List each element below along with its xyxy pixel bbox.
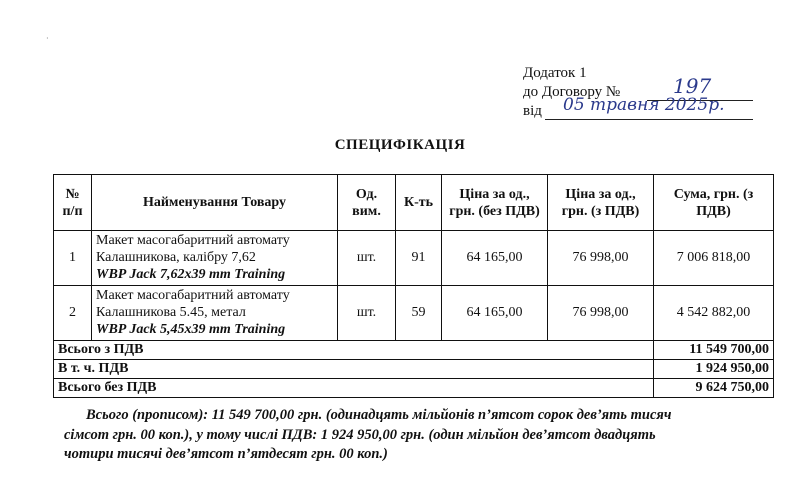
row-name-line1: Макет масогабаритний автомату [96,288,290,303]
row-name [92,286,338,341]
row-name-line2: Калашникова 5.45, метал [96,305,246,320]
total-row [54,360,774,379]
contract-number-handwritten: 197 [673,74,712,98]
row-no: 2 [54,286,92,341]
specification-table [53,174,774,398]
table-row [54,231,774,286]
amount-words-line3: чотири тисячі дев’ятсот п’ятдесят грн. 00 коп.) [64,446,388,462]
table-row [54,286,774,341]
header-name: Найменування Товару [92,175,338,231]
addendum-label: Додаток 1 [523,65,587,81]
row-sum: 4 542 882,00 [654,286,774,341]
row-unit: шт. [338,286,396,341]
total-row [54,341,774,360]
header-no: № п/п [54,175,92,231]
vat-label: В т. ч. ПДВ [54,360,654,379]
total-without-vat-label: Всього без ПДВ [54,379,654,398]
row-qty: 59 [396,286,442,341]
row-no: 1 [54,231,92,286]
table-header-row [54,175,774,231]
row-name [92,231,338,286]
date-handwritten: 05 травня 2025р. [563,95,725,115]
row-sum: 7 006 818,00 [654,231,774,286]
amount-words-line2: сімсот грн. 00 коп.), у тому числі ПДВ: 1 924 950,00 грн. (один мільйон дев’ятсот двадцять [64,426,656,443]
document-title: СПЕЦИФІКАЦІЯ [334,137,466,153]
row-price-vat: 76 998,00 [548,286,654,341]
vat-value: 1 924 950,00 [654,360,774,379]
row-price-vat: 76 998,00 [548,231,654,286]
row-name-line2: Калашникова, калібру 7,62 [96,250,256,265]
total-with-vat-value: 11 549 700,00 [654,341,774,360]
header-sum: Сума, грн. (з ПДВ) [654,175,774,231]
contract-label: до Договору № [523,84,621,100]
scan-specks: · [46,34,59,43]
header-price-novat: Ціна за од., грн. (без ПДВ) [442,175,548,231]
row-name-en: WBP Jack 7,62x39 mm Training [96,267,286,282]
row-unit: шт. [338,231,396,286]
total-row [54,379,774,398]
header-price-vat: Ціна за од., грн. (з ПДВ) [548,175,654,231]
header-unit: Од. вим. [338,175,396,231]
row-price-novat: 64 165,00 [442,286,548,341]
row-qty: 91 [396,231,442,286]
addendum-header [523,64,725,121]
row-name-line1: Макет масогабаритний автомату [96,233,290,248]
addendum-line-1 [523,64,620,83]
header-qty: К-ть [396,175,442,231]
amount-words-line1: Всього (прописом): 11 549 700,00 грн. (одинадцять мільйонів п’ятсот сорок дев’ять тисяч [86,407,672,423]
date-label: від [523,103,542,119]
total-with-vat-label: Всього з ПДВ [54,341,654,360]
row-name-en: WBP Jack 5,45x39 mm Training [96,322,286,337]
amount-in-words [64,406,764,465]
addendum-line-3 [523,95,725,121]
total-without-vat-value: 9 624 750,00 [654,379,774,398]
row-price-novat: 64 165,00 [442,231,548,286]
